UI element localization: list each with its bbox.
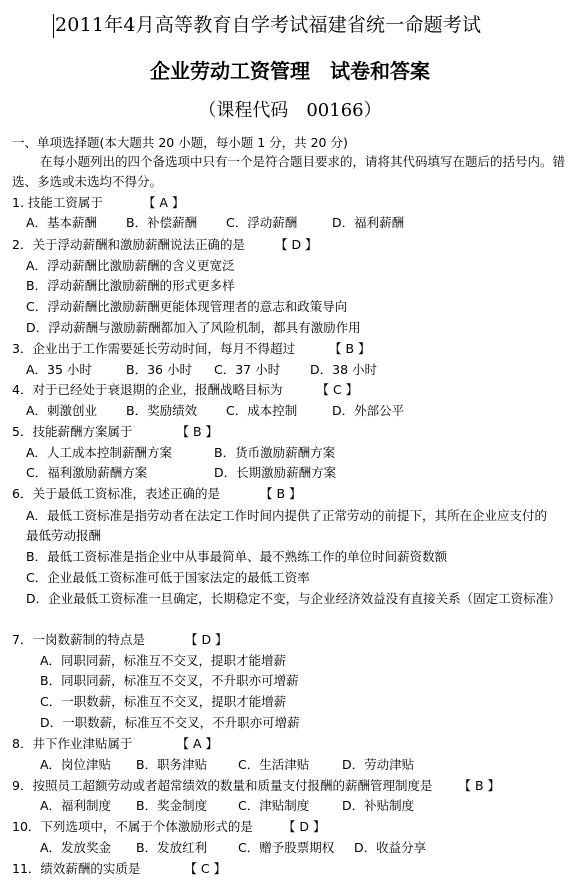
question-stem: 10．下列选项中，不属于个体激励形式的是 【 D 】 bbox=[12, 819, 326, 834]
question-stem: 5．技能薪酬方案属于 【 B 】 bbox=[12, 424, 218, 439]
option: B．浮动薪酬比激励薪酬的形式更多样 bbox=[26, 278, 235, 293]
option: B．最低工资标准是指企业中从事最简单、最不熟练工作的单位时间薪资数额 bbox=[26, 549, 448, 564]
answer-bracket: 【 D 】 bbox=[274, 237, 318, 252]
option: A．福利制度 bbox=[40, 798, 112, 813]
option: A．最低工资标准是指劳动者在法定工作时间内提供了正常劳动的前提下，其所在企业应支付的最低劳动报酬 bbox=[26, 508, 548, 543]
option: B．货币激励薪酬方案 bbox=[214, 445, 336, 460]
question-options bbox=[40, 839, 426, 857]
question-stem: 1. 技能工资属于 【 A 】 bbox=[12, 195, 185, 210]
question-options bbox=[26, 214, 404, 232]
option: B．发放红利 bbox=[136, 840, 208, 855]
answer-bracket: 【 A 】 bbox=[176, 736, 218, 751]
question-options bbox=[40, 756, 414, 774]
option: A．35 小时 bbox=[26, 362, 92, 377]
question-options bbox=[26, 464, 336, 482]
option: C．37 小时 bbox=[214, 362, 281, 377]
option: D．补贴制度 bbox=[342, 798, 415, 813]
option: D．福利薪酬 bbox=[332, 215, 405, 230]
section-heading: 一、单项选择题(本大题共 20 小题，每小题 1 分，共 20 分) bbox=[12, 135, 348, 150]
option: A．人工成本控制薪酬方案 bbox=[26, 445, 173, 460]
question-stem: 8．井下作业津贴属于 【 A 】 bbox=[12, 736, 218, 751]
page-title: 企业劳动工资管理 试卷和答案 bbox=[150, 59, 430, 83]
option: C．一职数薪，标准互不交叉，提职才能增薪 bbox=[40, 694, 287, 709]
option: B．同职同薪，标准互不交叉，不升职亦可增薪 bbox=[40, 673, 299, 688]
answer-bracket: 【 B 】 bbox=[458, 778, 500, 793]
question-stem: 2．关于浮动薪酬和激励薪酬说法正确的是 【 D 】 bbox=[12, 237, 318, 252]
question-options bbox=[26, 361, 377, 379]
answer-bracket: 【 B 】 bbox=[176, 424, 218, 439]
option: A．刺激创业 bbox=[26, 403, 98, 418]
option: B．36 小时 bbox=[126, 362, 192, 377]
option: C．浮动薪酬比激励薪酬更能体现管理者的意志和政策导向 bbox=[26, 299, 348, 314]
exam-header: 2011年4月高等教育自学考试福建省统一命题考试 bbox=[55, 14, 482, 36]
option: C．浮动薪酬 bbox=[226, 215, 298, 230]
question-stem: 3．企业出于工作需要延长劳动时间，每月不得超过 【 B 】 bbox=[12, 341, 371, 356]
question-stem: 6．关于最低工资标准，表述正确的是 【 B 】 bbox=[12, 486, 302, 501]
question-stem: 11．绩效薪酬的实质是 【 C 】 bbox=[12, 861, 227, 876]
option: C．福利激励薪酬方案 bbox=[26, 465, 148, 480]
answer-bracket: 【 D 】 bbox=[282, 819, 326, 834]
answer-bracket: 【 B 】 bbox=[328, 341, 371, 356]
option: A．岗位津贴 bbox=[40, 757, 112, 772]
text-cursor bbox=[53, 14, 54, 38]
option: D．38 小时 bbox=[310, 362, 378, 377]
question-options bbox=[26, 402, 404, 420]
option: D．长期激励薪酬方案 bbox=[214, 465, 337, 480]
option: B．奖金制度 bbox=[136, 798, 208, 813]
option: D．一职数薪，标准互不交叉，不升职亦可增薪 bbox=[40, 715, 300, 730]
option: D．外部公平 bbox=[332, 403, 405, 418]
option: C．赠予股票期权 bbox=[238, 840, 335, 855]
course-code: （课程代码 00166） bbox=[198, 100, 382, 121]
option: A．基本薪酬 bbox=[26, 215, 98, 230]
option: C．生活津贴 bbox=[238, 757, 310, 772]
answer-bracket: 【 A 】 bbox=[142, 195, 185, 210]
question-options bbox=[26, 444, 335, 462]
option: D．劳动津贴 bbox=[342, 757, 415, 772]
question-stem: 4．对于已经处于衰退期的企业，报酬战略目标为 【 C 】 bbox=[12, 382, 359, 397]
option: B．职务津贴 bbox=[136, 757, 208, 772]
option: A．发放奖金 bbox=[40, 840, 112, 855]
option: D．企业最低工资标准一旦确定，长期稳定不变，与企业经济效益没有直接关系（固定工资标准） bbox=[26, 591, 561, 606]
option: C．企业最低工资标准可低于国家法定的最低工资率 bbox=[26, 570, 310, 585]
question-options bbox=[40, 797, 414, 815]
section-instructions: 在每小题列出的四个备选项中只有一个是符合题目要求的，请将其代码填写在题后的括号内。错选、多选或未选均不得分。 bbox=[12, 154, 566, 189]
option: D．收益分享 bbox=[354, 840, 427, 855]
answer-bracket: 【 C 】 bbox=[184, 861, 227, 876]
answer-bracket: 【 D 】 bbox=[184, 632, 228, 647]
option: B．奖励绩效 bbox=[126, 403, 198, 418]
question-stem: 9．按照员工超额劳动或者超常绩效的数量和质量支付报酬的薪酬管理制度是 【 B 】 bbox=[12, 778, 500, 793]
option: B．补偿薪酬 bbox=[126, 215, 198, 230]
option: C．津贴制度 bbox=[238, 798, 310, 813]
answer-bracket: 【 C 】 bbox=[316, 382, 359, 397]
option: A．浮动薪酬比激励薪酬的含义更宽泛 bbox=[26, 258, 235, 273]
question-stem: 7．一岗数薪制的特点是 【 D 】 bbox=[12, 632, 228, 647]
option: C．成本控制 bbox=[226, 403, 298, 418]
option: A．同职同薪，标准互不交叉，提职才能增薪 bbox=[40, 653, 287, 668]
answer-bracket: 【 B 】 bbox=[259, 486, 302, 501]
option: D．浮动薪酬与激励薪酬都加入了风险机制，都具有激励作用 bbox=[26, 320, 361, 335]
